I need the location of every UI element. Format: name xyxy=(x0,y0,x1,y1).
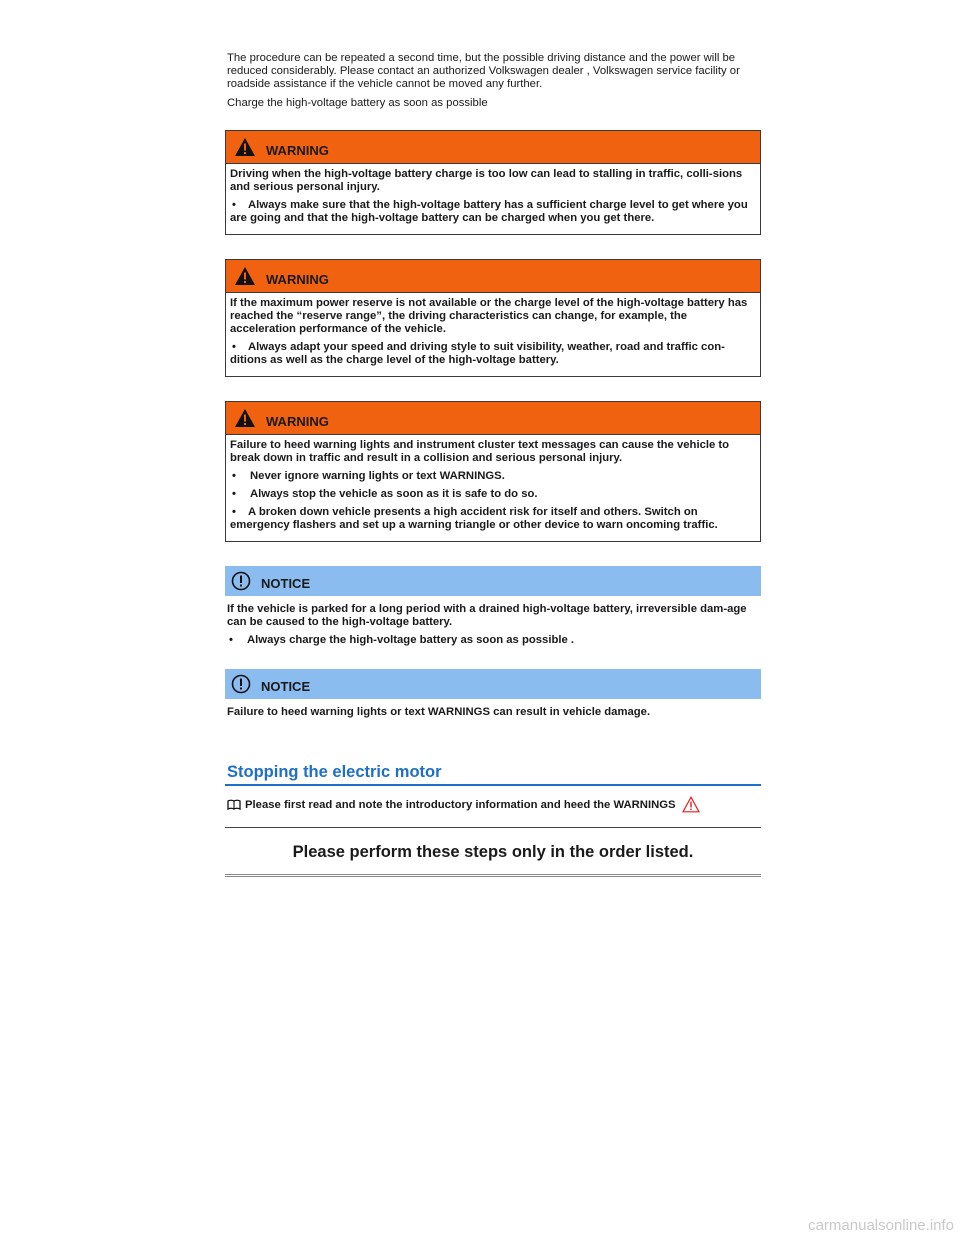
section-title: Stopping the electric motor xyxy=(225,763,761,786)
warning-title: WARNING xyxy=(266,413,329,429)
bullet-dot: • xyxy=(232,488,236,500)
bullet-dot: • xyxy=(232,506,236,518)
read-note xyxy=(225,796,761,813)
notice-title: NOTICE xyxy=(261,678,311,694)
warning-header xyxy=(226,131,760,164)
notice-bullet: • Always charge the high-voltage battery as soon as possible . xyxy=(229,634,575,646)
warning-bullet: • A broken down vehicle presents a high accident risk for itself and others. Switch on emergency flashers and set up a warning triangle or other device to warn oncoming traffic. xyxy=(230,506,718,531)
notice-header xyxy=(225,566,761,596)
warning-bullet: • Always stop the vehicle as soon as it is safe to do so. xyxy=(232,488,538,500)
warning-bullet: • Always make sure that the high-voltage battery has a sufficient charge level to get where you are going and that the high-voltage battery can be charged when you get there. xyxy=(230,199,748,224)
warning-header xyxy=(226,260,760,293)
warning-bullet: • Always adapt your speed and driving style to suit visibility, weather, road and traffic con-ditions as well as the charge level of the high-voltage battery. xyxy=(230,341,725,366)
document-page xyxy=(225,52,761,877)
warning-text: Failure to heed warning lights and instrument cluster text messages can cause the vehicle to break down in traffic and result in a collision and serious personal injury. xyxy=(230,439,730,464)
notice-title: NOTICE xyxy=(261,575,311,591)
steps-note: Please perform these steps only in the order listed. xyxy=(225,827,761,877)
warning-header xyxy=(226,402,760,435)
notice-header xyxy=(225,669,761,699)
warning-triangle-icon[interactable] xyxy=(682,796,700,813)
intro-charge-paragraph: Charge the high-voltage battery as soon as possible xyxy=(227,97,488,109)
bullet-dot: • xyxy=(229,634,233,646)
exclamation-circle-icon xyxy=(231,571,251,591)
notice-block xyxy=(225,566,761,647)
warning-title: WARNING xyxy=(266,271,329,287)
bullet-dot: • xyxy=(232,199,236,211)
book-icon xyxy=(227,799,241,810)
notice-block xyxy=(225,669,761,719)
warning-bullet: • Never ignore warning lights or text WARNINGS. xyxy=(232,470,505,482)
intro-paragraph: The procedure can be repeated a second time, but the possible driving distance and the power will be reduced considerably. Please contact an authorized Volkswagen dealer , Volkswagen service facility or roadside assistance if the vehicle cannot be moved any further. xyxy=(227,52,740,90)
notice-text: Failure to heed warning lights or text WARNINGS can result in vehicle damage. xyxy=(227,706,651,718)
bullet-dot: • xyxy=(232,341,236,353)
warning-triangle-icon xyxy=(234,408,256,428)
exclamation-circle-icon xyxy=(231,674,251,694)
warning-box xyxy=(225,259,761,377)
warning-triangle-icon xyxy=(234,266,256,286)
warning-title: WARNING xyxy=(266,142,329,158)
watermark: carmanualsonline.info xyxy=(808,1217,954,1234)
warning-triangle-icon xyxy=(234,137,256,157)
bullet-dot: • xyxy=(232,470,236,482)
read-note-text: Please first read and note the introductory information and heed the WARNINGS xyxy=(245,798,676,811)
warning-box xyxy=(225,401,761,542)
warning-box xyxy=(225,130,761,235)
notice-text: If the vehicle is parked for a long period with a drained high-voltage battery, irreversible dam-age can be caused to the high-voltage battery. xyxy=(227,603,747,628)
warning-text: Driving when the high-voltage battery charge is too low can lead to stalling in traffic, colli-sions and serious personal injury. xyxy=(230,168,743,193)
warning-text: If the maximum power reserve is not available or the charge level of the high-voltage battery has reached the “reserve range”, the driving characteristics can change, for example, the acceleration performance of the vehicle. xyxy=(230,297,748,335)
